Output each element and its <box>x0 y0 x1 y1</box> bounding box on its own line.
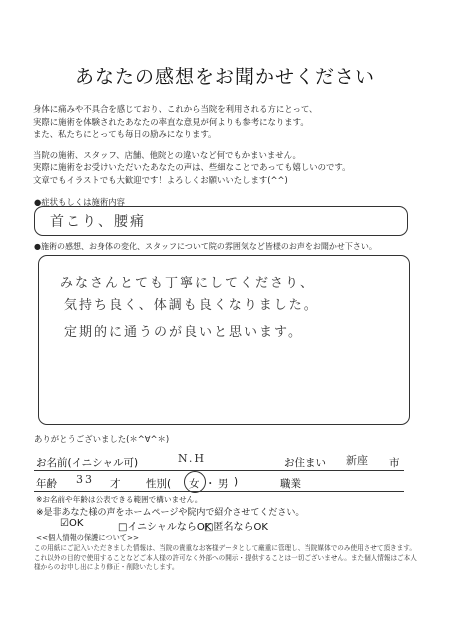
age-row-line <box>34 491 404 492</box>
name-value: N.H <box>178 452 207 465</box>
gender-close: ) <box>234 476 239 488</box>
page-title: あなたの感想をお聞かせください <box>74 66 375 88</box>
impressions-label: ●施術の感想、お身体の変化、スタッフについて院の雰囲気など皆様のお声をお聞かせ下さい。 <box>34 242 377 251</box>
gender-female[interactable]: 女 <box>189 478 200 490</box>
gender-selected-circle <box>184 471 206 493</box>
intro-line: 実際に施術をお受けいただいたあなたの声は、些細なことであっても嬉しいのです。 <box>33 162 351 173</box>
age-suffix: 才 <box>110 478 121 490</box>
intro-line: 当院の施術、スタッフ、店舗、他院との違いなど何でもかまいません。 <box>33 149 301 160</box>
gender-separator: ・ <box>205 478 216 490</box>
privacy-line: 様からのお申し出により修正・削除いたします。 <box>34 563 179 572</box>
thanks-text: ありがとうございました(＊^∀^＊) <box>34 434 170 444</box>
gender-label: 性別( <box>146 478 172 490</box>
option-initial-ok[interactable]: □イニシャルならOK <box>118 522 212 533</box>
note-publish-request: ※是非あなた様の声をホームページや院内で紹介させてください。 <box>36 508 305 518</box>
option-anonymous-ok[interactable]: □匿名ならOK <box>204 522 268 533</box>
symptoms-answer: 首こり、腰痛 <box>50 214 146 230</box>
intro-line: 文章でもイラストでも大歓迎です！よろしくお願いいたします(^^) <box>33 174 288 185</box>
impression-line-2: 気持ち良く、体調も良くなりました。 <box>64 298 319 313</box>
address-value: 新座 <box>346 454 368 467</box>
age-label: 年齢 <box>36 478 57 490</box>
impression-line-3: 定期的に通うのが良いと思います。 <box>64 325 303 340</box>
option-ok[interactable]: ☑OK <box>60 518 84 529</box>
name-label: お名前(イニシャル可) <box>36 457 139 469</box>
name-row-line <box>34 470 404 471</box>
privacy-line: これ以外の目的で使用することなどご本人様の許可なく外部への開示・提供することは一切ございません。また個人情報はご本人 <box>34 553 417 562</box>
occupation-label: 職業 <box>280 478 301 490</box>
intro-text <box>33 98 418 192</box>
intro-line: 実際に施術を体験されたあなたの率直な意見が何よりも参考になります。 <box>33 116 309 127</box>
impression-line-1: みなさんとても丁寧にしてくださり、 <box>60 276 316 291</box>
age-value: 33 <box>76 473 94 486</box>
intro-line: 身体に痛みや不具合を感じており、これから当院を利用される方にとって、 <box>33 104 318 114</box>
symptoms-label: ●症状もしくは施術内容 <box>34 197 126 207</box>
privacy-heading: <<個人情報の保護について>> <box>36 533 140 542</box>
city-suffix: 市 <box>389 457 400 469</box>
note-public-range: ※お名前や年齢は公表できる範囲で構いません。 <box>36 495 203 504</box>
address-label: お住まい <box>284 457 326 469</box>
privacy-text <box>34 544 424 573</box>
gender-male[interactable]: 男 <box>218 478 229 490</box>
privacy-line: この用紙にご記入いただきました情報は、当院の貴重なお客様データとして厳重に管理し、当院媒体でのみ使用させて頂きます。 <box>34 544 416 552</box>
intro-line: また、私たちにとっても毎日の励みになります。 <box>33 129 217 140</box>
